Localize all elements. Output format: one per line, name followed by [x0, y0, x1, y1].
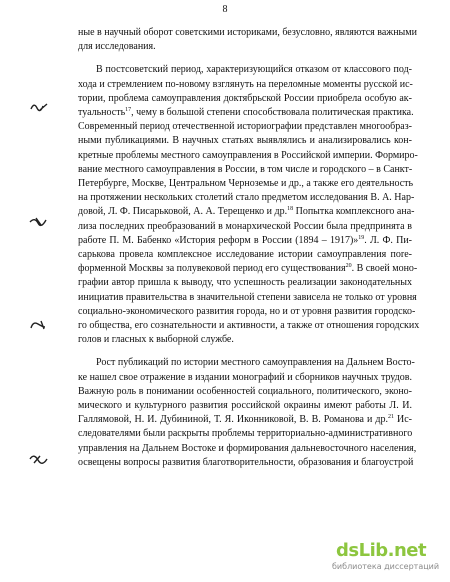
watermark-logo: dsLib.net: [336, 540, 427, 561]
text-line: работе П. М. Бабенко «История реформ в России (1894 – 1917)»$^{19}$. Л. Ф. Пи-: [78, 234, 412, 246]
margin-handwritten-mark-icon: [28, 100, 50, 114]
text-line: туальность$^{17}$, чему в большой степени способствовала политическая практика.: [78, 107, 414, 119]
text-line: ные в научный оборот советскими историками, безусловно, являются важными: [78, 27, 417, 38]
text-line: тории, проблема самоуправления доктябрьской России приобрела особую ак-: [78, 92, 412, 104]
text-line: управления на Дальнем Востоке и формирования дальневосточного населения,: [78, 442, 417, 454]
text-line: ке нашел свое отражение в издании монографий и сборников научных трудов.: [78, 371, 412, 383]
text-line: графии автор пришла к выводу, что успешность реализации законодательных: [78, 277, 412, 289]
text-line: В постсоветский период, характеризующийся отказом от классового под-: [96, 64, 412, 76]
footnote-ref: 20: [345, 263, 352, 270]
body-text: [78, 26, 420, 468]
text-line: Рост публикаций по истории местного самоуправления на Дальнем Восто-: [96, 357, 415, 369]
footnote-ref: 18: [287, 206, 294, 213]
footnote-ref: 17: [125, 107, 132, 114]
text-line: для исследования.: [78, 41, 156, 53]
text-line: лиза последних преобразований в монархической России была предпринята в: [78, 220, 412, 232]
text-line: Современный период отечественной историографии представлен многообраз-: [78, 121, 412, 133]
text-line: ными публикациями. В научных статьях выявлялись и анализировались кон-: [78, 135, 412, 147]
text-line: вание местного самоуправления в России, в том числе и городского – в Санкт-: [78, 163, 413, 175]
watermark: [328, 540, 440, 574]
text-line: Галлямовой, Н. И. Дубининой, Т. Я. Иконниковой, В. В. Романова и др.$^{21}$ Ис-: [78, 414, 412, 426]
margin-handwritten-mark-icon: [28, 318, 50, 332]
footnote-ref: 19: [358, 234, 365, 241]
text-line: Важную роль в понимании особенностей социального, политического, эконо-: [78, 385, 412, 397]
text-line: на протяжении нескольких столетий стало предметом исследования В. А. Нар-: [78, 192, 415, 204]
margin-handwritten-mark-icon: [28, 452, 50, 466]
text-line: освещены вопросы развития благотворительности, образования и благоустрой: [78, 456, 414, 468]
page-number: 8: [222, 4, 228, 15]
text-line: го общества, его сознательности и активности, а также от отношения городских: [78, 320, 420, 332]
text-line: форменной Москвы за полувековой период его существования$^{20}$. В своей моно-: [78, 263, 418, 275]
text-line: сарькова провела комплексное исследование истории самоуправления пore-: [78, 249, 412, 261]
text-line: хода и стремлением по-новому взглянуть на переломные моменты русской ис-: [78, 78, 413, 90]
watermark-tagline: библиотека диссертаций: [332, 562, 440, 571]
text-line: голов и гласных к выборной службе.: [78, 334, 234, 346]
text-line: инициатив правительства в значительной степени зависела не только от уровня: [78, 291, 417, 303]
text-line: мического и культурного развития российской окраины имеют работы Л. И.: [78, 400, 412, 412]
margin-handwritten-mark-icon: [28, 214, 50, 228]
text-line: довой, Л. Ф. Писарьковой, А. А. Терещенко и др.$^{18}$ Попытка комплексного ана-: [78, 206, 415, 218]
text-line: социально-экономического развития города, но и от уровня развития городско-: [78, 305, 416, 317]
text-line: кретные проблемы местного самоуправления в Российской империи. Формиро-: [78, 149, 418, 161]
footnote-ref: 21: [387, 414, 394, 421]
text-line: следователями были раскрыты проблемы территориально-административного: [78, 428, 413, 440]
text-line: Петербурге, Москве, Центральном Черноземье и др., а также его деятельность: [78, 178, 414, 190]
